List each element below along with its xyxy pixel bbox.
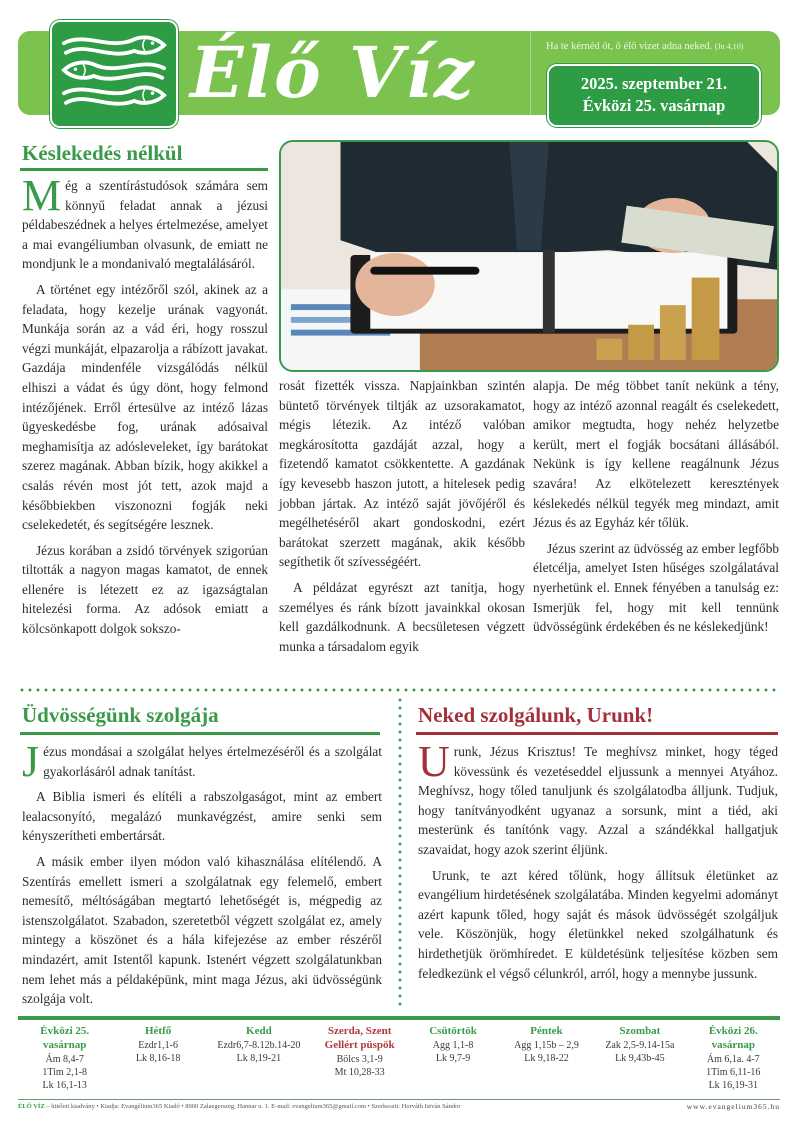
paragraph: A történet egy intézőről szól, akinek az a feladata, hogy kezelje urának vagyonát. Munkája során az a vád éri, hogy rosszul végzi munkáját, elpazarolja a rábízott javakat. Gazdája mindenféle vizsgálódás nélkül elhiszi a vádat és úgy dönt, hogy felmond intézőjének. Erről értesülve az intéző lázas ügyeskedésbe fog, urának adósaival meghamisítja az adósleveleket, így barátokat szerez magának. Abban bízik, hogy akikkel a csalás révén most jót tett, azok majd a későbbiekben viszonozni fogják neki cselekedetét, és segítségére lesznek.: [22, 281, 268, 533]
paragraph: A példázat egyrészt azt tanítja, hogy személyes és ránk bízott javainkkal okosan kell gazdálkodnunk. A becsületesen végzett munka a társadalom egyik: [279, 579, 525, 654]
reading-day: [687, 1024, 780, 1091]
reading-day: [205, 1024, 313, 1086]
reading-ref: Agg 1,1-8: [432, 1040, 474, 1051]
reading-ref: Lk 8,16-18: [135, 1053, 181, 1064]
paragraph: rosát fizették vissza. Napjainkban szintén büntető törvények tiltják az uzsorakamatot, mégis létezik. Az intéző valóban megkárosította gazdáját azzal, hogy a fizetendő kamatot csökkentette. A gazdának így kevesebb haszon jutott, a hitelesek pedig jobban jártak. Az intéző saját jövőjéről és megélhetéséről akart gondoskodni, ezért barátokat szerzett magának, akik később segíthetik őt szívességéért.: [279, 378, 525, 570]
article-main-col-1: [22, 171, 268, 676]
reading-ref: Ám 6,1a. 4-7: [706, 1054, 760, 1065]
weekly-readings: [18, 1024, 780, 1091]
day-name: Csütörtök: [429, 1025, 477, 1037]
dotted-separator-vertical: [398, 696, 402, 1010]
issue-date: 2025. szeptember 21.: [580, 74, 728, 93]
date-box: [547, 64, 761, 127]
paragraph: Jézus mondásai a szolgálat helyes értelmezéséről és a szolgálat gyakorlásáról adnak tanítást.: [22, 737, 382, 786]
motto: [546, 41, 772, 52]
article-main-col-3: [533, 376, 779, 676]
reading-day: [406, 1024, 499, 1086]
motto-text: Ha te kérnéd őt, ő élő vizet adna neked.: [546, 41, 713, 52]
fish-logo-graphic: [52, 22, 176, 126]
reading-ref: 1Tim 6,11-16: [706, 1067, 761, 1078]
paragraph: alapja. De még többet tanít nekünk a tény, hogy az intéző azonnal reagált és cselekedett, amikor megtudta, hogy nehéz helyzetbe került, mert el fogják bocsátani állásából. Nekünk is így kellene reagálnunk Jézus szavára! Az elkötelezett keresztények késlekedés nélkül tegyék meg mindazt, amit Jézus és az Egyház kér tőlük.: [533, 378, 779, 531]
dropcap: J: [22, 737, 40, 786]
reading-ref: Bölcs 3,1-9: [336, 1054, 383, 1065]
reading-ref: Lk 9,7-9: [435, 1053, 471, 1064]
dropcap: M: [22, 171, 62, 220]
paragraph: Még a szentírástudósok számára sem könnyű feladat annak a jézusi példabeszédnek a helyes értelmezése, amelyet a mai evangéliumban olvasunk, de emiatt ne mondjunk le a mondanivaló megtalálásáról.: [22, 171, 268, 272]
motto-reference: (Jn 4,10): [714, 42, 744, 51]
paragraph: Jézus korában a zsidó törvények szigorúan tiltották a nagyon magas kamatot, de ennek ellenére is létezett ez az igazságtalan hitelezési forma. Az adósok emiatt a kölcsönkapott dolgok sokszo-: [22, 542, 268, 637]
article-main-col-2: [279, 376, 525, 676]
reading-ref: Ezdr1,1-6: [138, 1040, 178, 1051]
reading-day: [593, 1024, 686, 1086]
reading-ref: Lk 9,18-22: [524, 1053, 569, 1064]
paragraph: Urunk, te azt kéred tőlünk, hogy állítsuk életünket az evangélium hirdetésének szolgálatába. Minden kegyelmi adományt azért kapunk tőled, hogy saját és mások üdvösségét szolgáljuk vele. Köszönjük, hogy életünkkel neked szolgálhatunk és hirdethetjük örömhíredet. E küldetésünk teljesítése közben sem feledkezünk el végső célunkról, arról, hogy a mennybe jussunk.: [418, 867, 778, 981]
footer-rule: [18, 1099, 780, 1100]
money-and-pen-photo: [281, 142, 777, 370]
paragraph: Urunk, Jézus Krisztus! Te meghívsz minket, hogy téged kövessünk és vezetéseddel eljussunk a mennyei Atyához. Meghívsz, hogy tőled tanuljunk és szolgálatodba álljunk. Tudjuk, hogy tanítványodként ugyanaz a sorsunk, mint a tiéd, aki mesterünk és tanítónk vagy. Azzal a szándékkal hallgatjuk szavaidat, hogy azok szerint éljünk.: [418, 737, 778, 857]
article-right-title: Neked szolgálunk, Urunk!: [418, 703, 654, 727]
day-name: Kedd: [246, 1025, 272, 1037]
article-right-body: [418, 737, 778, 1012]
day-name: Péntek: [530, 1025, 563, 1037]
reading-ref: Lk 16,1-13: [42, 1080, 87, 1091]
liturgical-day: Évközi 25. vasárnap: [582, 96, 726, 115]
dotted-separator-horizontal: [18, 688, 780, 692]
reading-day: [500, 1024, 593, 1086]
readings-top-bar: [18, 1016, 780, 1020]
imprint-brand: ÉLŐ VÍZ: [18, 1103, 45, 1110]
reading-ref: Lk 16,19-31: [708, 1080, 759, 1091]
masthead-title: Élő Víz: [190, 31, 476, 114]
three-fish-icon: [50, 20, 178, 128]
reading-ref: Lk 8,19-21: [236, 1053, 282, 1064]
reading-ref: Ezdr6,7-8.12b.14-20: [217, 1040, 301, 1051]
reading-ref: Zak 2,5-9.14-15a: [605, 1040, 675, 1051]
reading-ref: Mt 10,28-33: [334, 1067, 385, 1078]
imprint: [18, 1103, 461, 1110]
reading-ref: Agg 1,15b – 2,9: [514, 1040, 579, 1051]
day-name: Szerda, Szent Gellért püspök: [324, 1025, 395, 1051]
reading-ref: Ám 8,4-7: [45, 1054, 84, 1065]
banner-divider: [530, 31, 531, 115]
reading-day: [111, 1024, 204, 1086]
day-name: Évközi 26. vasárnap: [708, 1025, 758, 1051]
reading-day: [313, 1024, 406, 1086]
day-name: Szombat: [619, 1025, 661, 1037]
article-left-title: Üdvösségünk szolgája: [22, 703, 219, 727]
reading-day: [18, 1024, 111, 1091]
day-name: Hétfő: [144, 1025, 172, 1037]
reading-ref: 1Tim 2,1-8: [42, 1067, 88, 1078]
article-photo: [279, 140, 779, 372]
website-link[interactable]: www.evangelium365.hu: [686, 1102, 780, 1111]
reading-ref: Lk 9,43b-45: [615, 1053, 665, 1064]
article-right-title-rule: [416, 732, 778, 735]
article-left-body: [22, 737, 382, 1012]
paragraph: Jézus szerint az üdvösség az ember legfőbb életcélja, amelyet Isten hűséges szolgálatával nyerhetünk el. Ennek fényében a tanulság ez: Ismerjük fel, hogy mit kell tennünk üdvösségünk érdekében és ne késlekedjünk!: [533, 540, 779, 635]
paragraph: A másik ember ilyen módon való kihasználása elítélendő. A Szentírás emellett ismeri a szolgálatnak egy felemelő, embert nemesítő, méltóságában megtartó lehetőségét is, mégpedig az istenszolgálatot. Szabadon, szeretetből végzett szolgálat ez, amely mintegy a köszönet és a hála kifejezése az ember részéről mindazért, amit Istentől kapunk. Istenért végzett szolgálatunkban nem lehet más a példaképünk, mint maga Jézus, aki üdvösségünk szolgája volt.: [22, 853, 382, 1007]
article-left-title-rule: [20, 732, 380, 735]
dropcap: U: [418, 737, 450, 786]
day-name: Évközi 25. vasárnap: [40, 1025, 90, 1051]
paragraph: A Biblia ismeri és elítéli a rabszolgaságot, mint az embert lealacsonyító, megalázó munkavégzést, amire senki sem kényszerítheti embertársát.: [22, 789, 382, 844]
article-main-title: Késlekedés nélkül: [22, 141, 183, 165]
imprint-text: – hitéleti kiadvány • Kiadja: Evangélium365 Kiadó • 8900 Zalaegerszeg, Hannar u. 1. E-mail: evangelium365@gmail.com • Szerkeszti: Horváth István Sándor: [44, 1103, 461, 1110]
